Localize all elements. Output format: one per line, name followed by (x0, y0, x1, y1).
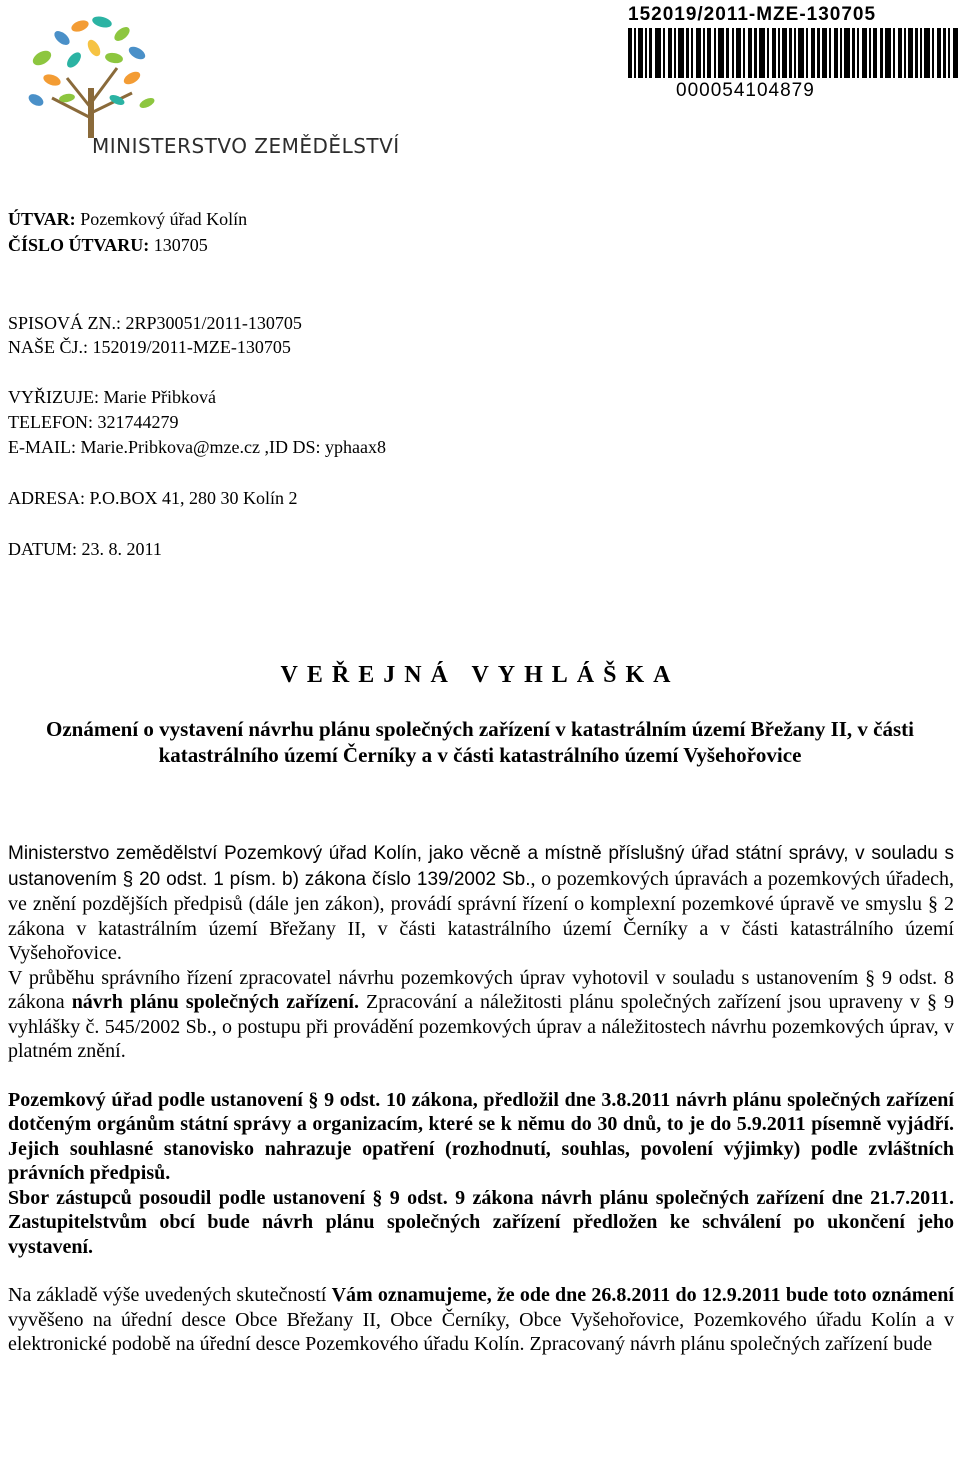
paragraph-1-rest: , o pozemkových úpravách a pozemkových úřadech, ve znění pozdějších předpisů (dále jen zákon), provádí správní řízení o komplexní pozemkové úpravě ve smyslu § 2 zákona v katastrálním území Břežany II, v části katastrálního území Černíky a v části katastrálního území Vyšehořovice. (8, 867, 954, 964)
paragraph-4: Sbor zástupců posoudil podle ustanovení § 9 odst. 9 zákona návrh plánu společných zařízení dne 21.7.2011. Zastupitelstvům obcí bude návrh plánu společných zařízení předložen ke schválení po ukončení jeho vystavení. (8, 1186, 954, 1258)
document-body (8, 841, 954, 1357)
utvar-label: ÚTVAR: (8, 209, 76, 229)
document-title: VEŘEJNÁ VYHLÁŠKA (280, 662, 680, 688)
paragraph-3: Pozemkový úřad podle ustanovení § 9 odst. 10 zákona, předložil dne 3.8.2011 návrh plánu společných zařízení dotčeným orgánům státní správy a organizacím, které se k němu do 30 dnů, to je do 5.9.2011 písemně vyjádří. Jejich souhlasné stanovisko nahrazuje opatření (rozhodnutí, souhlas, povolení výjimky) podle zvláštních právních předpisů. (8, 1088, 954, 1184)
utvar-value: Pozemkový úřad Kolín (80, 209, 248, 229)
telefon: TELEFON: 321744279 (8, 412, 179, 432)
paragraph-1 (8, 841, 954, 966)
datum: DATUM: 23. 8. 2011 (8, 539, 162, 559)
vyrizuje: VYŘIZUJE: Marie Přibková (8, 387, 216, 407)
utvar-line (8, 208, 247, 230)
barcode-icon (628, 28, 958, 78)
barcode-reference: 152019/2011-MZE-130705 (628, 4, 877, 25)
nase-cislo-jednaci: NAŠE ČJ.: 152019/2011-MZE-130705 (8, 337, 291, 357)
barcode-number: 000054104879 (676, 80, 815, 101)
adresa: ADRESA: P.O.BOX 41, 280 30 Kolín 2 (8, 488, 298, 508)
paragraph-2: V průběhu správního řízení zpracovatel návrhu pozemkových úprav vyhotovil v souladu s ustanovením § 9 odst. 8 zákona návrh plánu společných zařízení. Zpracování a náležitosti plánu společných zařízení jsou upraveny v § 9 vyhlášky č. 545/2002 Sb., o postupu při provádění pozemkových úprav a náležitostech návrhu pozemkových úprav, v platném znění. (8, 966, 955, 1062)
paragraph-5: Na základě výše uvedených skutečností Vám oznamujeme, že ode dne 26.8.2011 do 12.9.2011 bude toto oznámení vyvěšeno na úřední desce Obce Břežany II, Obce Černíky, Obce Vyšehořovice, Pozemkového úřadu Kolín a v elektronické podobě na úřední desce Pozemkového úřadu Kolín. Zpracovaný návrh plánu společných zařízení bude (8, 1284, 954, 1355)
cislo-utvaru-line (8, 234, 208, 256)
cislo-utvaru-label: ČÍSLO ÚTVARU: (8, 235, 150, 255)
spisova-znacka: SPISOVÁ ZN.: 2RP30051/2011-130705 (8, 313, 302, 333)
ministry-logo-text: MINISTERSTVO ZEMĚDĚLSTVÍ (92, 134, 400, 158)
document-subtitle: Oznámení o vystavení návrhu plánu společných zařízení v katastrálním území Břežany II, v části katastrálního území Černíky a v části katastrálního území Vyšehořovice (46, 717, 914, 767)
email: E-MAIL: Marie.Pribkova@mze.cz ,ID DS: yphaax8 (8, 437, 386, 457)
paragraph-1-lead: Ministerstvo zemědělství Pozemkový úřad Kolín, jako věcně a místně příslušný úřad státní správy, v souladu s ustanovením § 20 odst. 1 písm. b) zákona číslo 139/2002 Sb. (8, 843, 954, 890)
cislo-utvaru-value: 130705 (153, 235, 208, 255)
